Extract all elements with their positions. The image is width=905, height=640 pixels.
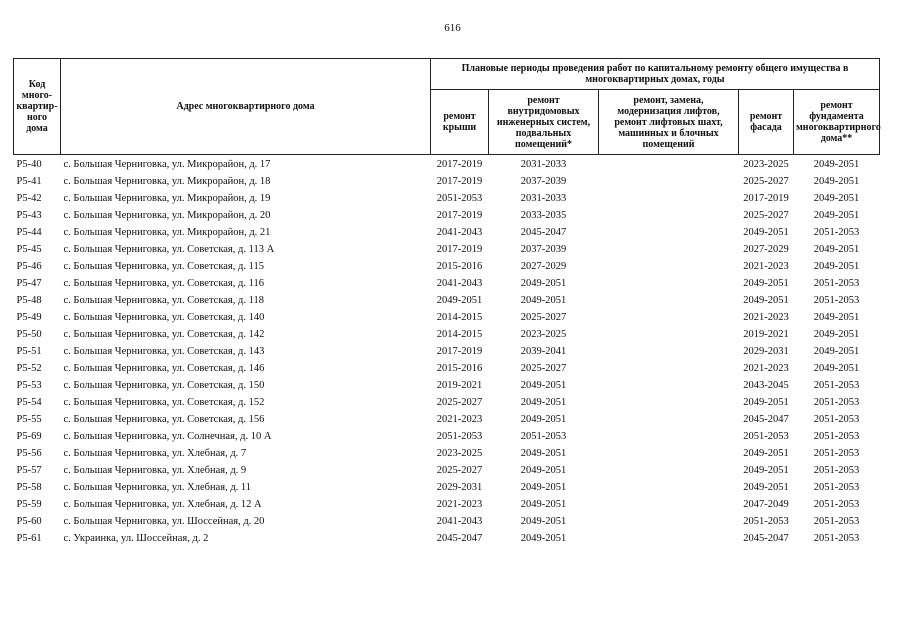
row-address: с. Большая Черниговка, ул. Хлебная, д. 7 [63,448,247,459]
table-row [14,343,880,360]
row-roof-period: 2019-2021 [436,380,483,391]
table-row [14,155,880,174]
row-address: с. Большая Черниговка, ул. Хлебная, д. 12 А [63,499,262,510]
table-row [14,462,880,479]
row-roof-period: 2051-2053 [436,193,483,204]
row-address: с. Большая Черниговка, ул. Советская, д. 152 [63,397,265,408]
row-address: с. Большая Черниговка, ул. Микрорайон, д. 21 [63,227,271,238]
table-row [14,190,880,207]
row-facade-period: 2049-2051 [743,448,789,459]
table-row [14,309,880,326]
row-engineering-period: 2049-2051 [520,533,567,544]
row-lifts-period [599,496,739,513]
row-facade-period: 2021-2023 [743,261,789,272]
row-engineering-period: 2049-2051 [520,278,567,289]
row-facade-period: 2049-2051 [743,482,789,493]
row-facade-period: 2025-2027 [743,210,789,221]
row-facade-period: 2029-2031 [743,346,789,357]
row-facade-period: 2049-2051 [743,465,789,476]
row-code: Р5-43 [16,210,42,221]
row-engineering-period: 2033-2035 [520,210,567,221]
row-engineering-period: 2049-2051 [520,397,567,408]
header-address: Адрес многоквартирного дома [61,59,431,155]
row-address: с. Большая Черниговка, ул. Советская, д. 146 [63,363,265,374]
row-facade-period: 2051-2053 [743,516,789,527]
table-row [14,411,880,428]
header-engineering: ремонт внутридомовых инженерных систем, подвальных помещений* [489,90,599,155]
header-facade: ремонт фасада [739,90,794,155]
row-roof-period: 2025-2027 [436,465,483,476]
table-row [14,326,880,343]
row-engineering-period: 2049-2051 [520,465,567,476]
row-lifts-period [599,445,739,462]
row-roof-period: 2041-2043 [436,227,483,238]
row-lifts-period [599,428,739,445]
row-foundation-period: 2051-2053 [813,516,860,527]
row-roof-period: 2017-2019 [436,176,483,187]
row-roof-period: 2029-2031 [436,482,483,493]
row-foundation-period: 2051-2053 [813,227,860,238]
row-address: с. Большая Черниговка, ул. Советская, д. 142 [63,329,265,340]
row-roof-period: 2017-2019 [436,210,483,221]
row-lifts-period [599,258,739,275]
row-engineering-period: 2031-2033 [520,193,567,204]
row-address: с. Большая Черниговка, ул. Советская, д. 118 [63,295,264,306]
row-lifts-period [599,360,739,377]
table-row [14,377,880,394]
row-code: Р5-52 [16,363,42,374]
row-foundation-period: 2049-2051 [813,261,860,272]
row-code: Р5-48 [16,295,42,306]
row-lifts-period [599,224,739,241]
row-code: Р5-41 [16,176,42,187]
row-roof-period: 2014-2015 [436,329,483,340]
row-foundation-period: 2049-2051 [813,244,860,255]
row-foundation-period: 2051-2053 [813,397,860,408]
row-engineering-period: 2037-2039 [520,176,567,187]
row-code: Р5-49 [16,312,42,323]
row-facade-period: 2027-2029 [743,244,789,255]
row-foundation-period: 2051-2053 [813,380,860,391]
row-foundation-period: 2049-2051 [813,312,860,323]
row-foundation-period: 2051-2053 [813,278,860,289]
table-row [14,360,880,377]
row-engineering-period: 2051-2053 [520,431,567,442]
row-facade-period: 2043-2045 [743,380,789,391]
row-lifts-period [599,292,739,309]
row-foundation-period: 2051-2053 [813,431,860,442]
row-facade-period: 2049-2051 [743,227,789,238]
row-facade-period: 2045-2047 [743,414,789,425]
row-engineering-period: 2049-2051 [520,295,567,306]
table-row [14,513,880,530]
row-foundation-period: 2051-2053 [813,465,860,476]
row-lifts-period [599,190,739,207]
row-facade-period: 2049-2051 [743,295,789,306]
row-engineering-period: 2037-2039 [520,244,567,255]
row-roof-period: 2021-2023 [436,499,483,510]
table-row [14,275,880,292]
row-lifts-period [599,479,739,496]
header-code: Код много-квартир-ного дома [14,59,61,155]
row-engineering-period: 2039-2041 [520,346,567,357]
row-engineering-period: 2025-2027 [520,363,567,374]
row-roof-period: 2025-2027 [436,397,483,408]
row-lifts-period [599,513,739,530]
row-lifts-period [599,309,739,326]
row-address: с. Большая Черниговка, ул. Микрорайон, д. 17 [63,159,271,170]
table-row [14,224,880,241]
row-facade-period: 2019-2021 [743,329,789,340]
row-engineering-period: 2049-2051 [520,380,567,391]
row-foundation-period: 2049-2051 [813,363,860,374]
row-lifts-period [599,377,739,394]
row-foundation-period: 2051-2053 [813,295,860,306]
row-address: с. Большая Черниговка, ул. Хлебная, д. 9 [63,465,247,476]
table-row [14,479,880,496]
row-facade-period: 2045-2047 [743,533,789,544]
row-address: с. Большая Черниговка, ул. Солнечная, д. 10 А [63,431,272,442]
row-roof-period: 2023-2025 [436,448,483,459]
row-facade-period: 2049-2051 [743,397,789,408]
row-engineering-period: 2049-2051 [520,516,567,527]
row-code: Р5-42 [16,193,42,204]
row-address: с. Большая Черниговка, ул. Микрорайон, д. 18 [63,176,271,187]
table-header [14,59,880,155]
row-code: Р5-50 [16,329,42,340]
row-code: Р5-40 [16,159,42,170]
row-facade-period: 2047-2049 [743,499,789,510]
row-code: Р5-53 [16,380,42,391]
row-code: Р5-44 [16,227,42,238]
row-engineering-period: 2049-2051 [520,448,567,459]
table-row [14,428,880,445]
row-roof-period: 2021-2023 [436,414,483,425]
row-engineering-period: 2049-2051 [520,482,567,493]
row-engineering-period: 2025-2027 [520,312,567,323]
row-roof-period: 2041-2043 [436,516,483,527]
row-code: Р5-46 [16,261,42,272]
header-lifts: ремонт, замена, модернизация лифтов, ремонт лифтовых шахт, машинных и блочных помещений [599,90,739,155]
row-code: Р5-47 [16,278,42,289]
row-lifts-period [599,326,739,343]
row-roof-period: 2041-2043 [436,278,483,289]
row-code: Р5-55 [16,414,42,425]
row-foundation-period: 2049-2051 [813,159,860,170]
row-foundation-period: 2051-2053 [813,414,860,425]
row-foundation-period: 2049-2051 [813,210,860,221]
row-foundation-period: 2049-2051 [813,176,860,187]
row-engineering-period: 2045-2047 [520,227,567,238]
table-body [14,155,880,548]
table-row [14,173,880,190]
row-code: Р5-56 [16,448,42,459]
row-code: Р5-61 [16,533,42,544]
row-address: с. Большая Черниговка, ул. Советская, д. 140 [63,312,265,323]
table-row [14,258,880,275]
header-periods-group: Плановые периоды проведения работ по капитальному ремонту общего имущества в многоквартирных домах, годы [431,59,880,90]
table-row [14,241,880,258]
row-lifts-period [599,394,739,411]
table-row [14,394,880,411]
row-engineering-period: 2049-2051 [520,414,567,425]
row-engineering-period: 2023-2025 [520,329,567,340]
row-facade-period: 2021-2023 [743,312,789,323]
row-code: Р5-58 [16,482,42,493]
row-foundation-period: 2049-2051 [813,193,860,204]
row-address: с. Большая Черниговка, ул. Советская, д. 150 [63,380,265,391]
page-number: 616 [444,22,461,34]
row-code: Р5-45 [16,244,42,255]
row-address: с. Большая Черниговка, ул. Микрорайон, д. 20 [63,210,271,221]
header-foundation: ремонт фундамента многоквартирного дома** [794,90,880,155]
row-engineering-period: 2049-2051 [520,499,567,510]
table-row [14,496,880,513]
row-roof-period: 2017-2019 [436,159,483,170]
row-address: с. Большая Черниговка, ул. Советская, д. 143 [63,346,265,357]
row-facade-period: 2017-2019 [743,193,789,204]
row-foundation-period: 2051-2053 [813,482,860,493]
row-address: с. Украинка, ул. Шоссейная, д. 2 [63,533,209,544]
row-engineering-period: 2031-2033 [520,159,567,170]
row-roof-period: 2015-2016 [436,261,483,272]
table-row [14,207,880,224]
row-address: с. Большая Черниговка, ул. Микрорайон, д. 19 [63,193,271,204]
row-roof-period: 2017-2019 [436,244,483,255]
table-row [14,530,880,547]
table-row [14,292,880,309]
row-facade-period: 2051-2053 [743,431,789,442]
row-foundation-period: 2049-2051 [813,329,860,340]
row-lifts-period [599,207,739,224]
row-roof-period: 2049-2051 [436,295,483,306]
capital-repair-schedule-table [13,58,880,547]
row-code: Р5-57 [16,465,42,476]
row-roof-period: 2051-2053 [436,431,483,442]
row-facade-period: 2021-2023 [743,363,789,374]
row-address: с. Большая Черниговка, ул. Шоссейная, д. 20 [63,516,265,527]
row-address: с. Большая Черниговка, ул. Советская, д. 113 А [63,244,275,255]
header-roof: ремонт крыши [431,90,489,155]
row-lifts-period [599,173,739,190]
row-lifts-period [599,411,739,428]
row-lifts-period [599,343,739,360]
row-roof-period: 2045-2047 [436,533,483,544]
row-foundation-period: 2051-2053 [813,448,860,459]
row-foundation-period: 2051-2053 [813,499,860,510]
row-roof-period: 2015-2016 [436,363,483,374]
row-foundation-period: 2049-2051 [813,346,860,357]
row-lifts-period [599,275,739,292]
table-row [14,445,880,462]
row-code: Р5-59 [16,499,42,510]
row-foundation-period: 2051-2053 [813,533,860,544]
row-code: Р5-54 [16,397,42,408]
row-address: с. Большая Черниговка, ул. Советская, д. 116 [63,278,264,289]
row-code: Р5-69 [16,431,42,442]
row-code: Р5-60 [16,516,42,527]
row-facade-period: 2025-2027 [743,176,789,187]
row-lifts-period [599,241,739,258]
row-facade-period: 2023-2025 [743,159,789,170]
row-lifts-period [599,462,739,479]
row-engineering-period: 2027-2029 [520,261,567,272]
row-roof-period: 2014-2015 [436,312,483,323]
row-roof-period: 2017-2019 [436,346,483,357]
row-code: Р5-51 [16,346,42,357]
row-address: с. Большая Черниговка, ул. Хлебная, д. 11 [63,482,252,493]
row-lifts-period [599,155,739,174]
row-facade-period: 2049-2051 [743,278,789,289]
row-address: с. Большая Черниговка, ул. Советская, д. 156 [63,414,265,425]
row-lifts-period [599,530,739,547]
row-address: с. Большая Черниговка, ул. Советская, д. 115 [63,261,264,272]
